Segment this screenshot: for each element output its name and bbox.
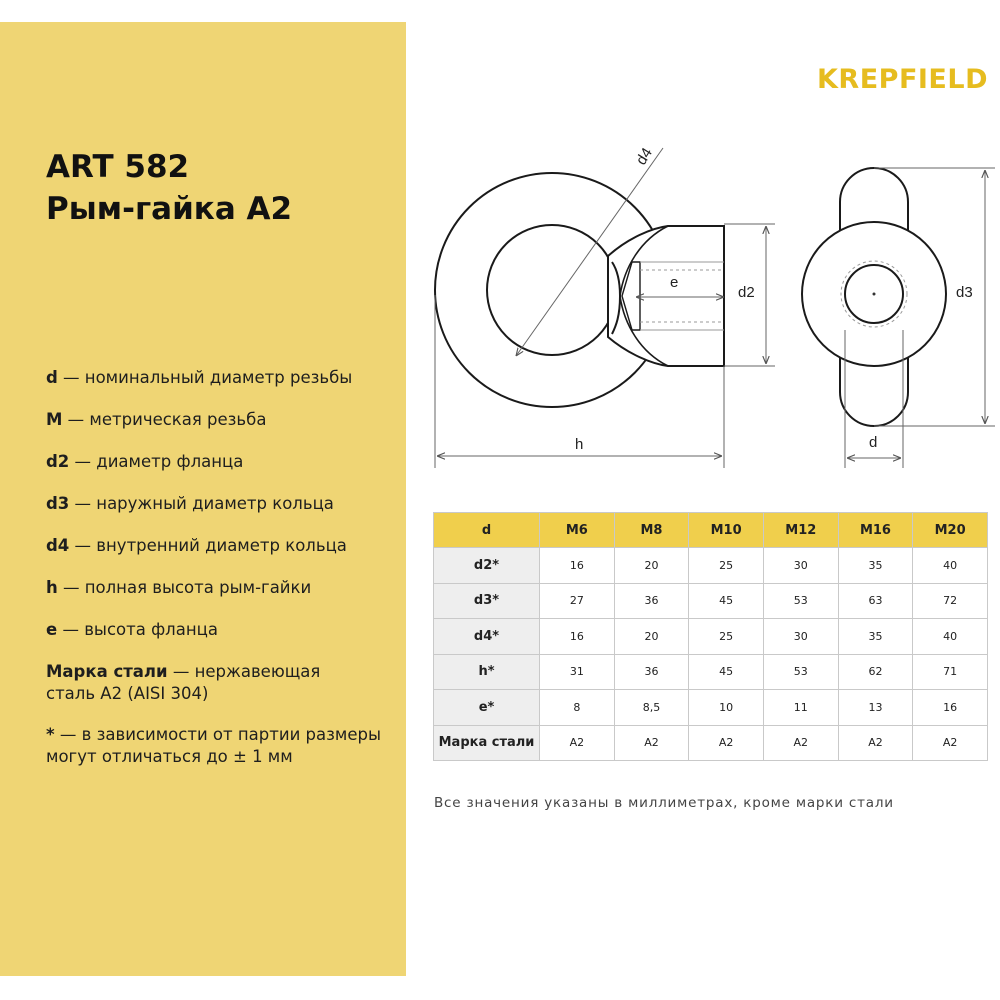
table-cell: 20: [614, 548, 689, 584]
flange-body: [608, 226, 724, 366]
definition-text: — высота фланца: [57, 620, 218, 639]
column-header: M16: [838, 513, 913, 548]
label-e: e: [670, 274, 679, 291]
table-cell: 71: [913, 654, 988, 690]
center-point: [873, 293, 876, 296]
column-header: M12: [763, 513, 838, 548]
definition-term: d2: [46, 452, 70, 471]
table-cell: 63: [838, 583, 913, 619]
table-cell: 72: [913, 583, 988, 619]
table-row: [434, 690, 988, 726]
table-header-row: [434, 513, 988, 548]
definition-term: h: [46, 578, 58, 597]
table-row: [434, 654, 988, 690]
column-header: M20: [913, 513, 988, 548]
row-header: d3*: [434, 583, 540, 619]
definition-e: [46, 619, 218, 641]
table-cell: 62: [838, 654, 913, 690]
definition-term: d4: [46, 536, 70, 555]
product-name: Рым-гайка А2: [46, 191, 293, 227]
table-cell: 13: [838, 690, 913, 726]
table-cell: 11: [763, 690, 838, 726]
table-cell: 16: [540, 548, 615, 584]
table-cell: A2: [913, 725, 988, 761]
table-cell: A2: [838, 725, 913, 761]
definition-term: M: [46, 410, 63, 429]
table-cell: 16: [540, 619, 615, 655]
definition-steel-grade: [46, 661, 346, 705]
row-header: d4*: [434, 619, 540, 655]
product-article: ART 582: [46, 149, 190, 185]
table-cell: 36: [614, 583, 689, 619]
definition-term: d: [46, 368, 58, 387]
row-header: Марка стали: [434, 725, 540, 761]
label-d: d: [869, 434, 878, 451]
row-header: d2*: [434, 548, 540, 584]
table-cell: 31: [540, 654, 615, 690]
table-cell: 40: [913, 619, 988, 655]
definition-text: — нержавеющая сталь А2 (AISI 304): [46, 662, 321, 703]
label-d3: d3: [956, 284, 973, 301]
table-cell: A2: [540, 725, 615, 761]
table-cell: 45: [689, 654, 764, 690]
table-cell: 30: [763, 619, 838, 655]
table-row: [434, 619, 988, 655]
table-cell: 35: [838, 619, 913, 655]
table-row: [434, 548, 988, 584]
row-header: h*: [434, 654, 540, 690]
column-header: M8: [614, 513, 689, 548]
table-cell: 25: [689, 619, 764, 655]
column-header: M6: [540, 513, 615, 548]
table-cell: 36: [614, 654, 689, 690]
table-cell: A2: [689, 725, 764, 761]
table-cell: 20: [614, 619, 689, 655]
brand-logo: KREPFIELD: [817, 64, 988, 95]
table-cell: 16: [913, 690, 988, 726]
table-cell: 8,5: [614, 690, 689, 726]
label-h: h: [575, 436, 584, 453]
column-header: d: [434, 513, 540, 548]
definition-text: — наружный диаметр кольца: [69, 494, 334, 513]
table-cell: A2: [763, 725, 838, 761]
definition-h: [46, 577, 311, 599]
definition-text: — метрическая резьба: [62, 410, 267, 429]
row-header: e*: [434, 690, 540, 726]
table-cell: 53: [763, 654, 838, 690]
definition-d4: [46, 535, 347, 557]
definition-text: — в зависимости от партии размеры могут отличаться до ± 1 мм: [46, 725, 382, 766]
definition-term: d3: [46, 494, 70, 513]
specs-table: [433, 512, 988, 761]
units-note: Все значения указаны в миллиметрах, кроме марки стали: [434, 795, 894, 811]
ring-inner-hole: [487, 225, 617, 355]
table-cell: 30: [763, 548, 838, 584]
table-cell: 25: [689, 548, 764, 584]
definition-term: Марка стали: [46, 662, 168, 681]
table-cell: 10: [689, 690, 764, 726]
definition-text: — внутренний диаметр кольца: [69, 536, 347, 555]
definition-text: — диаметр фланца: [69, 452, 244, 471]
table-row: [434, 583, 988, 619]
definition-term: e: [46, 620, 58, 639]
definition-text: — полная высота рым-гайки: [57, 578, 312, 597]
table-cell: A2: [614, 725, 689, 761]
table-row: [434, 725, 988, 761]
label-d4: d4: [632, 144, 656, 169]
table-cell: 27: [540, 583, 615, 619]
column-header: M10: [689, 513, 764, 548]
table-cell: 45: [689, 583, 764, 619]
definition-term: *: [46, 725, 55, 744]
table-cell: 53: [763, 583, 838, 619]
table-cell: 35: [838, 548, 913, 584]
label-d2: d2: [738, 284, 755, 301]
definition-tolerance: [46, 724, 391, 768]
table-cell: 40: [913, 548, 988, 584]
table-cell: 8: [540, 690, 615, 726]
definition-text: — номинальный диаметр резьбы: [57, 368, 353, 387]
